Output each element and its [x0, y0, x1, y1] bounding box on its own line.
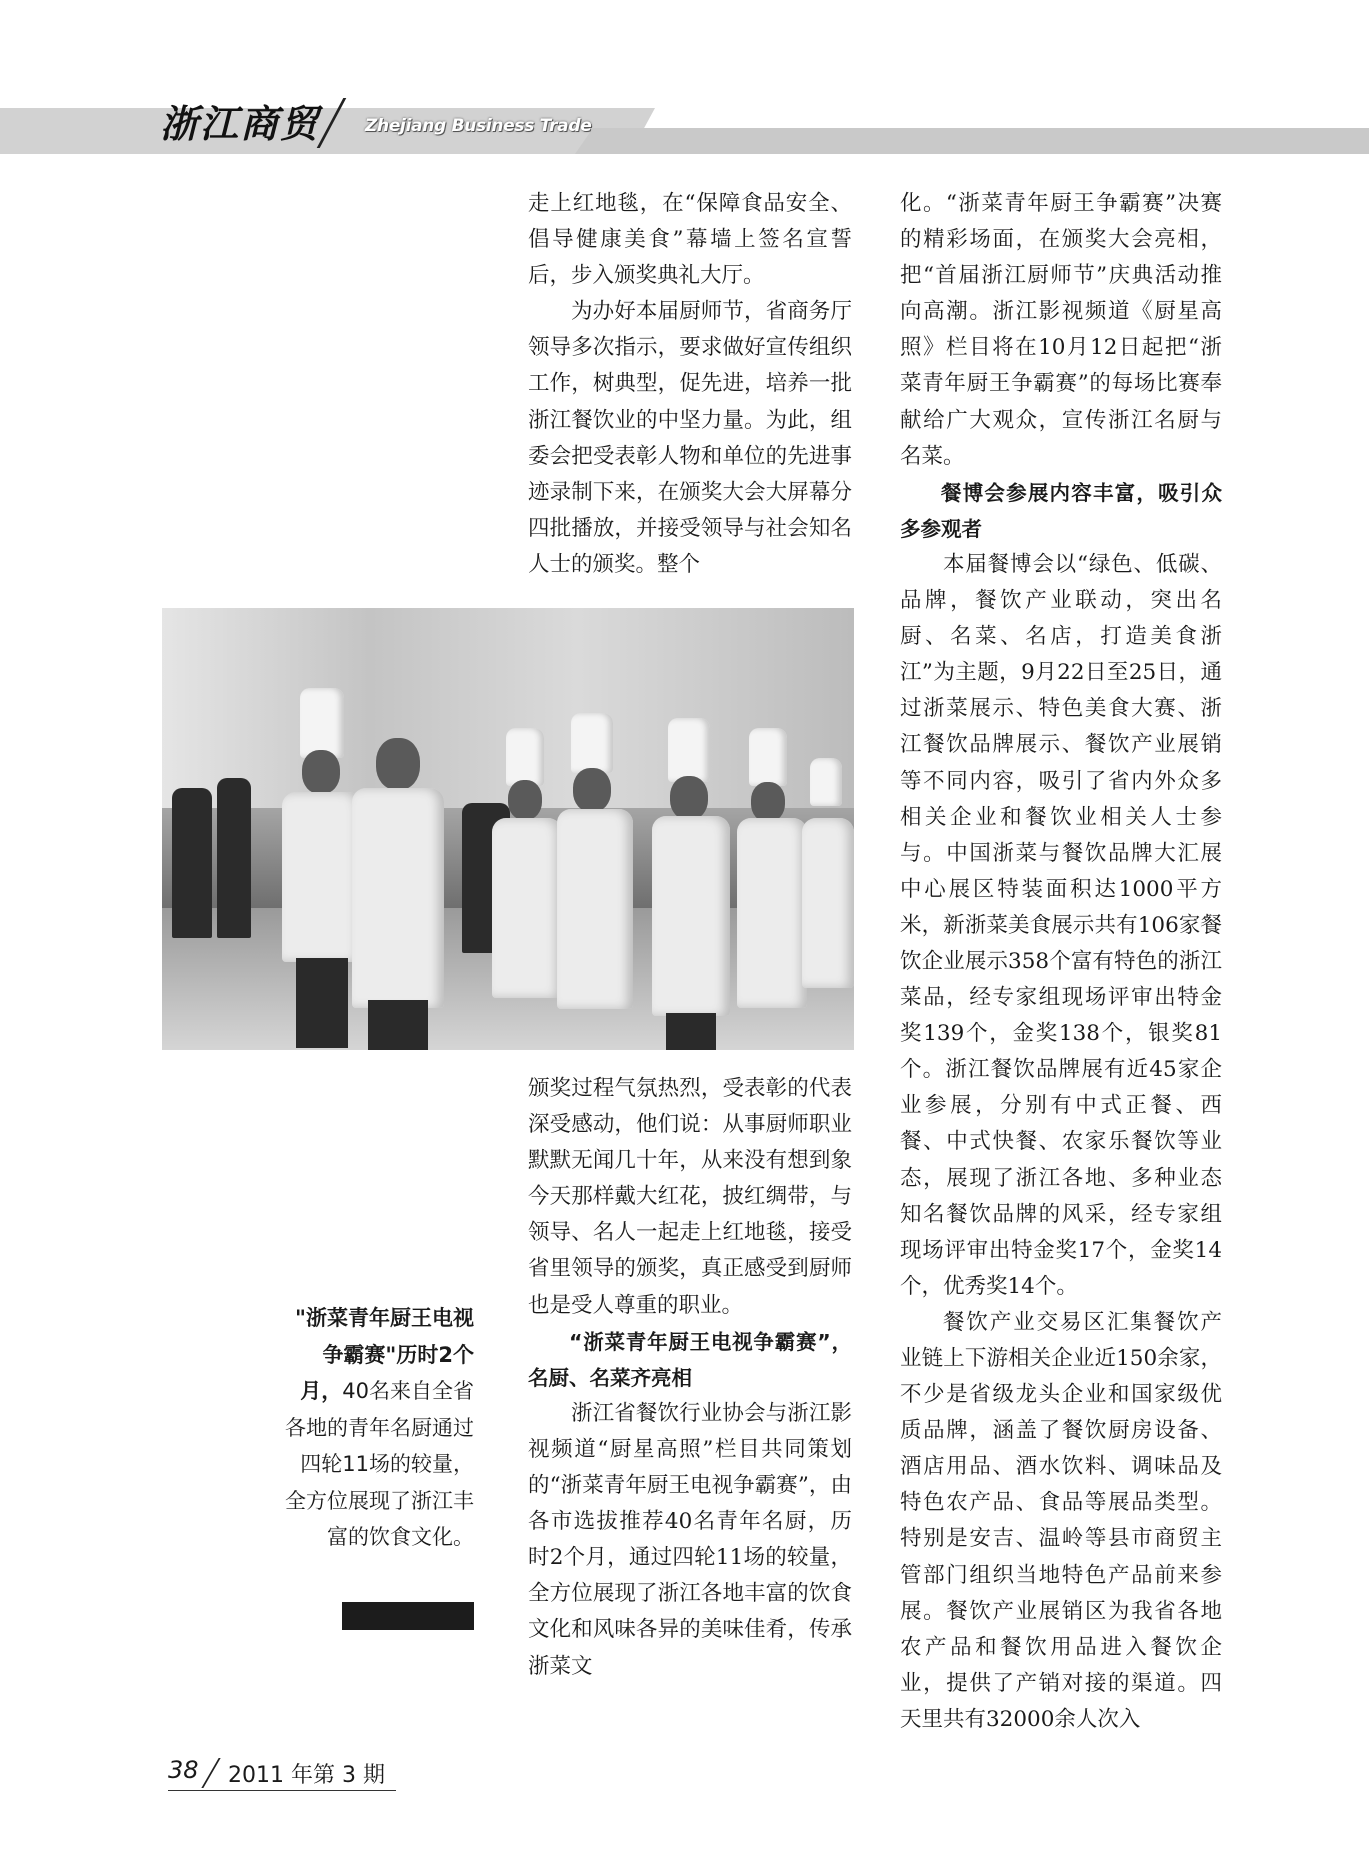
caption-bold: "浙菜青年厨王电视争霸赛"历时2个月， — [295, 1306, 474, 1403]
magazine-logo-cn: 浙江商贸 — [160, 101, 321, 146]
caption-text: 40名来自全省各地的青年名厨通过四轮11场的较量，全方位展现了浙江丰富的饮食文化。 — [285, 1379, 474, 1549]
footer-rule — [168, 1790, 396, 1791]
photo-bystander — [217, 778, 251, 938]
photo-caption — [282, 1300, 474, 1556]
paragraph: 浙江省餐饮行业协会与浙江影视频道“厨星高照”栏目共同策划的“浙菜青年厨王电视争霸赛”，由各市选拔推荐40名青年名厨，历时2个月，通过四轮11场的较量，全方位展现了浙江各地丰富的饮食文化和风味各异的美味佳肴，传承浙菜文 — [528, 1400, 852, 1679]
page-number: 38 — [168, 1756, 199, 1784]
section-subheading: 餐博会参展内容丰富，吸引众多参观者 — [900, 480, 1222, 541]
column-middle-top — [528, 186, 852, 583]
issue-label: 2011 年第 3 期 — [228, 1763, 385, 1788]
paragraph: 颁奖过程气氛热烈，受表彰的代表深受感动，他们说：从事厨师职业默默无闻几十年，从来没有想到象今天那样戴大红花，披红绸带，与领导、名人一起走上红地毯，接受省里领导的颁奖，真正感受到厨师也是受人尊重的职业。 — [528, 1076, 852, 1318]
column-middle-bottom — [528, 1071, 852, 1685]
header-band-secondary — [575, 128, 1369, 154]
paragraph: 走上红地毯，在“保障食品安全、倡导健康美食”幕墙上签名宣誓后，步入颁奖典礼大厅。 — [528, 191, 852, 289]
paragraph: 为办好本届厨师节，省商务厅领导多次指示，要求做好宣传组织工作，树典型，促先进，培养一批浙江餐饮业的中坚力量。为此，组委会把受表彰人物和单位的先进事迹录制下来，在颁奖大会大屏幕分四批播放，并接受领导与社会知名人士的颁奖。整个 — [528, 299, 852, 577]
magazine-logo-en: Zhejiang Business Trade — [365, 116, 592, 136]
paragraph: 餐饮产业交易区汇集餐饮产业链上下游相关企业近150余家，不少是省级龙头企业和国家级优质品牌，涵盖了餐饮厨房设备、酒店用品、酒水饮料、调味品及特色农产品、食品等展品类型。特别是安吉、温岭等县市商贸主管部门组织当地特色产品前来参展。餐饮产业展销区为我省各地农产品和餐饮用品进入餐饮企业，提供了产销对接的渠道。四天里共有32000余人次入 — [900, 1309, 1222, 1732]
caption-decor-bar — [342, 1602, 474, 1630]
photo-bystander — [172, 788, 212, 938]
paragraph: 本届餐博会以“绿色、低碳、品牌，餐饮产业联动，突出名厨、名菜、名店，打造美食浙江”为主题，9月22日至25日，通过浙菜展示、特色美食大赛、浙江餐饮品牌展示、餐饮产业展销等不同内容，吸引了省内外众多相关企业和餐饮业相关人士参与。中国浙菜与餐饮品牌大汇展中心展区特装面积达1000平方米，新浙菜美食展示共有106家餐饮企业展示358个富有特色的浙江菜品，经专家组现场评审出特金奖139个，金奖138个，银奖81个。浙江餐饮品牌展有近45家企业参展，分别有中式正餐、西餐、中式快餐、农家乐餐饮等业态，展现了浙江各地、多种业态知名餐饮品牌的风采，经专家组现场评审出特金奖17个，金奖14个，优秀奖14个。 — [900, 551, 1222, 1299]
section-subheading: “浙菜青年厨王电视争霸赛”，名厨、名菜齐亮相 — [528, 1329, 852, 1390]
column-right — [900, 186, 1222, 1738]
chefs-ceremony-photo — [162, 608, 854, 1050]
footer-divider-slash — [201, 1758, 220, 1788]
paragraph: 化。“浙菜青年厨王争霸赛”决赛的精彩场面，在颁奖大会亮相，把“首届浙江厨师节”庆典活动推向高潮。浙江影视频道《厨星高照》栏目将在10月12日起把“浙菜青年厨王争霸赛”的每场比赛奉献给广大观众，宣传浙江名厨与名菜。 — [900, 191, 1222, 469]
